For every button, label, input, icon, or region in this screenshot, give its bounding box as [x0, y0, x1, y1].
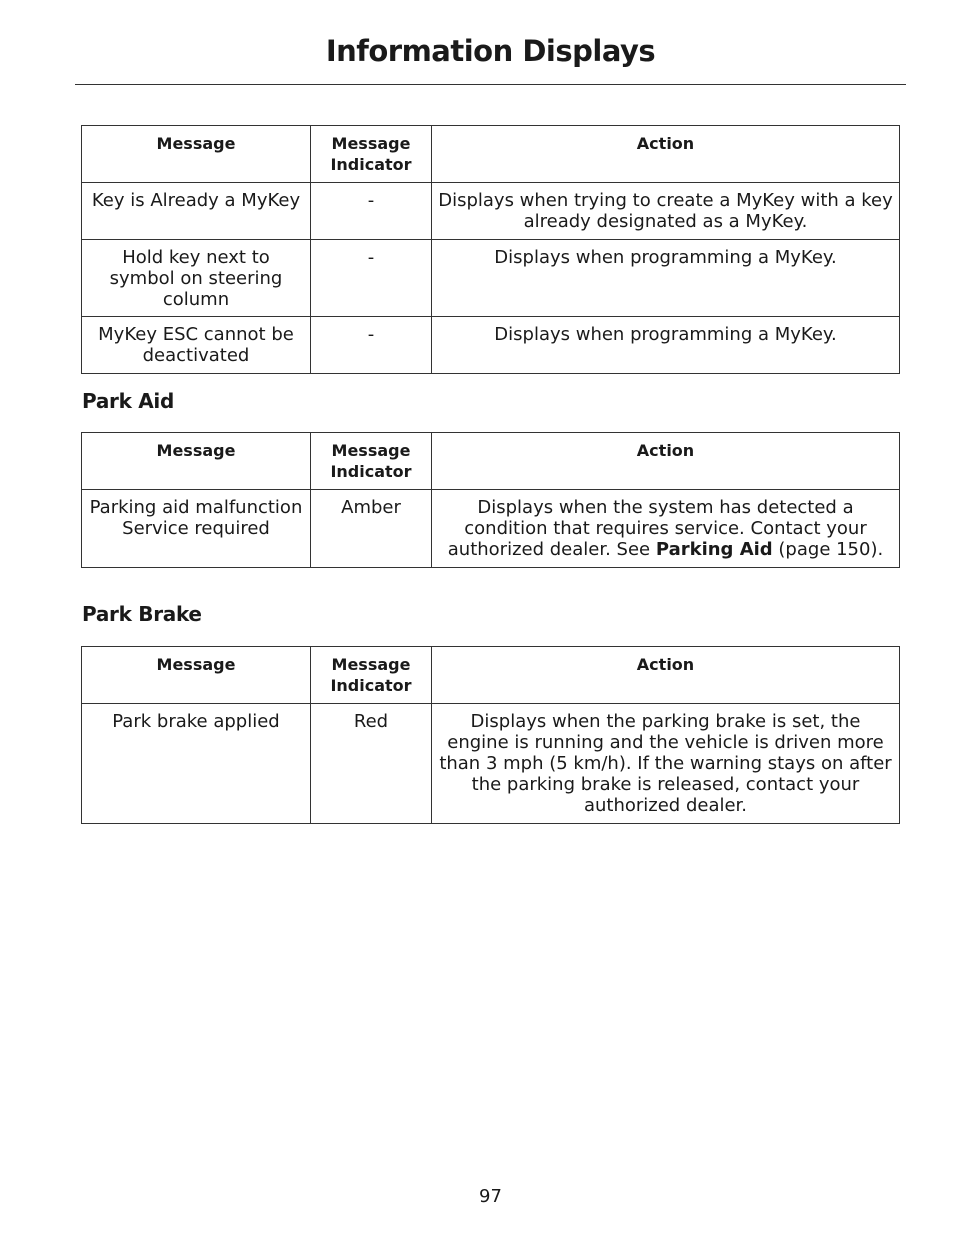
title-divider — [75, 84, 906, 85]
indicator-cell: Amber — [311, 490, 432, 568]
header-message: Message — [82, 126, 311, 183]
table-row — [82, 490, 900, 568]
header-action: Action — [432, 433, 900, 490]
table-row — [82, 240, 900, 317]
table-row — [82, 704, 900, 824]
table-row — [82, 317, 900, 374]
message-line: Parking aid malfunction — [89, 497, 303, 518]
message-cell: MyKey ESC cannot be deactivated — [82, 317, 311, 374]
table-header-row — [82, 433, 900, 490]
table-row — [82, 183, 900, 240]
action-cell: Displays when trying to create a MyKey with a key already designated as a MyKey. — [432, 183, 900, 240]
action-cell: Displays when programming a MyKey. — [432, 317, 900, 374]
message-cell: Hold key next to symbol on steering column — [82, 240, 311, 317]
table-header-row — [82, 647, 900, 704]
message-cell — [82, 490, 311, 568]
mykey-messages-table — [81, 125, 900, 374]
park-aid-table — [81, 432, 900, 568]
message-line: Service required — [122, 518, 270, 539]
parking-aid-reference[interactable]: Parking Aid — [655, 539, 773, 560]
header-action: Action — [432, 126, 900, 183]
table-header-row — [82, 126, 900, 183]
action-cell — [432, 490, 900, 568]
header-indicator: Message Indicator — [311, 433, 432, 490]
header-message: Message — [82, 647, 311, 704]
action-cell: Displays when programming a MyKey. — [432, 240, 900, 317]
page-number: 97 — [479, 1186, 502, 1207]
message-cell: Key is Already a MyKey — [82, 183, 311, 240]
header-action: Action — [432, 647, 900, 704]
action-text: Displays when the system has detected a condition that requires service. Contact your authorized dealer. See — [447, 497, 867, 560]
page-reference: (page 150). — [772, 539, 884, 560]
park-brake-table — [81, 646, 900, 824]
header-message: Message — [82, 433, 311, 490]
message-cell: Park brake applied — [82, 704, 311, 824]
page-title: Information Displays — [325, 34, 656, 68]
section-heading-park-brake: Park Brake — [82, 602, 202, 626]
header-indicator: Message Indicator — [311, 126, 432, 183]
action-cell: Displays when the parking brake is set, the engine is running and the vehicle is driven more than 3 mph (5 km/h). If the warning stays on after the parking brake is released, contact your authorized dealer. — [432, 704, 900, 824]
indicator-cell: - — [311, 240, 432, 317]
header-indicator: Message Indicator — [311, 647, 432, 704]
indicator-cell: Red — [311, 704, 432, 824]
section-heading-park-aid: Park Aid — [82, 389, 174, 413]
indicator-cell: - — [311, 317, 432, 374]
indicator-cell: - — [311, 183, 432, 240]
